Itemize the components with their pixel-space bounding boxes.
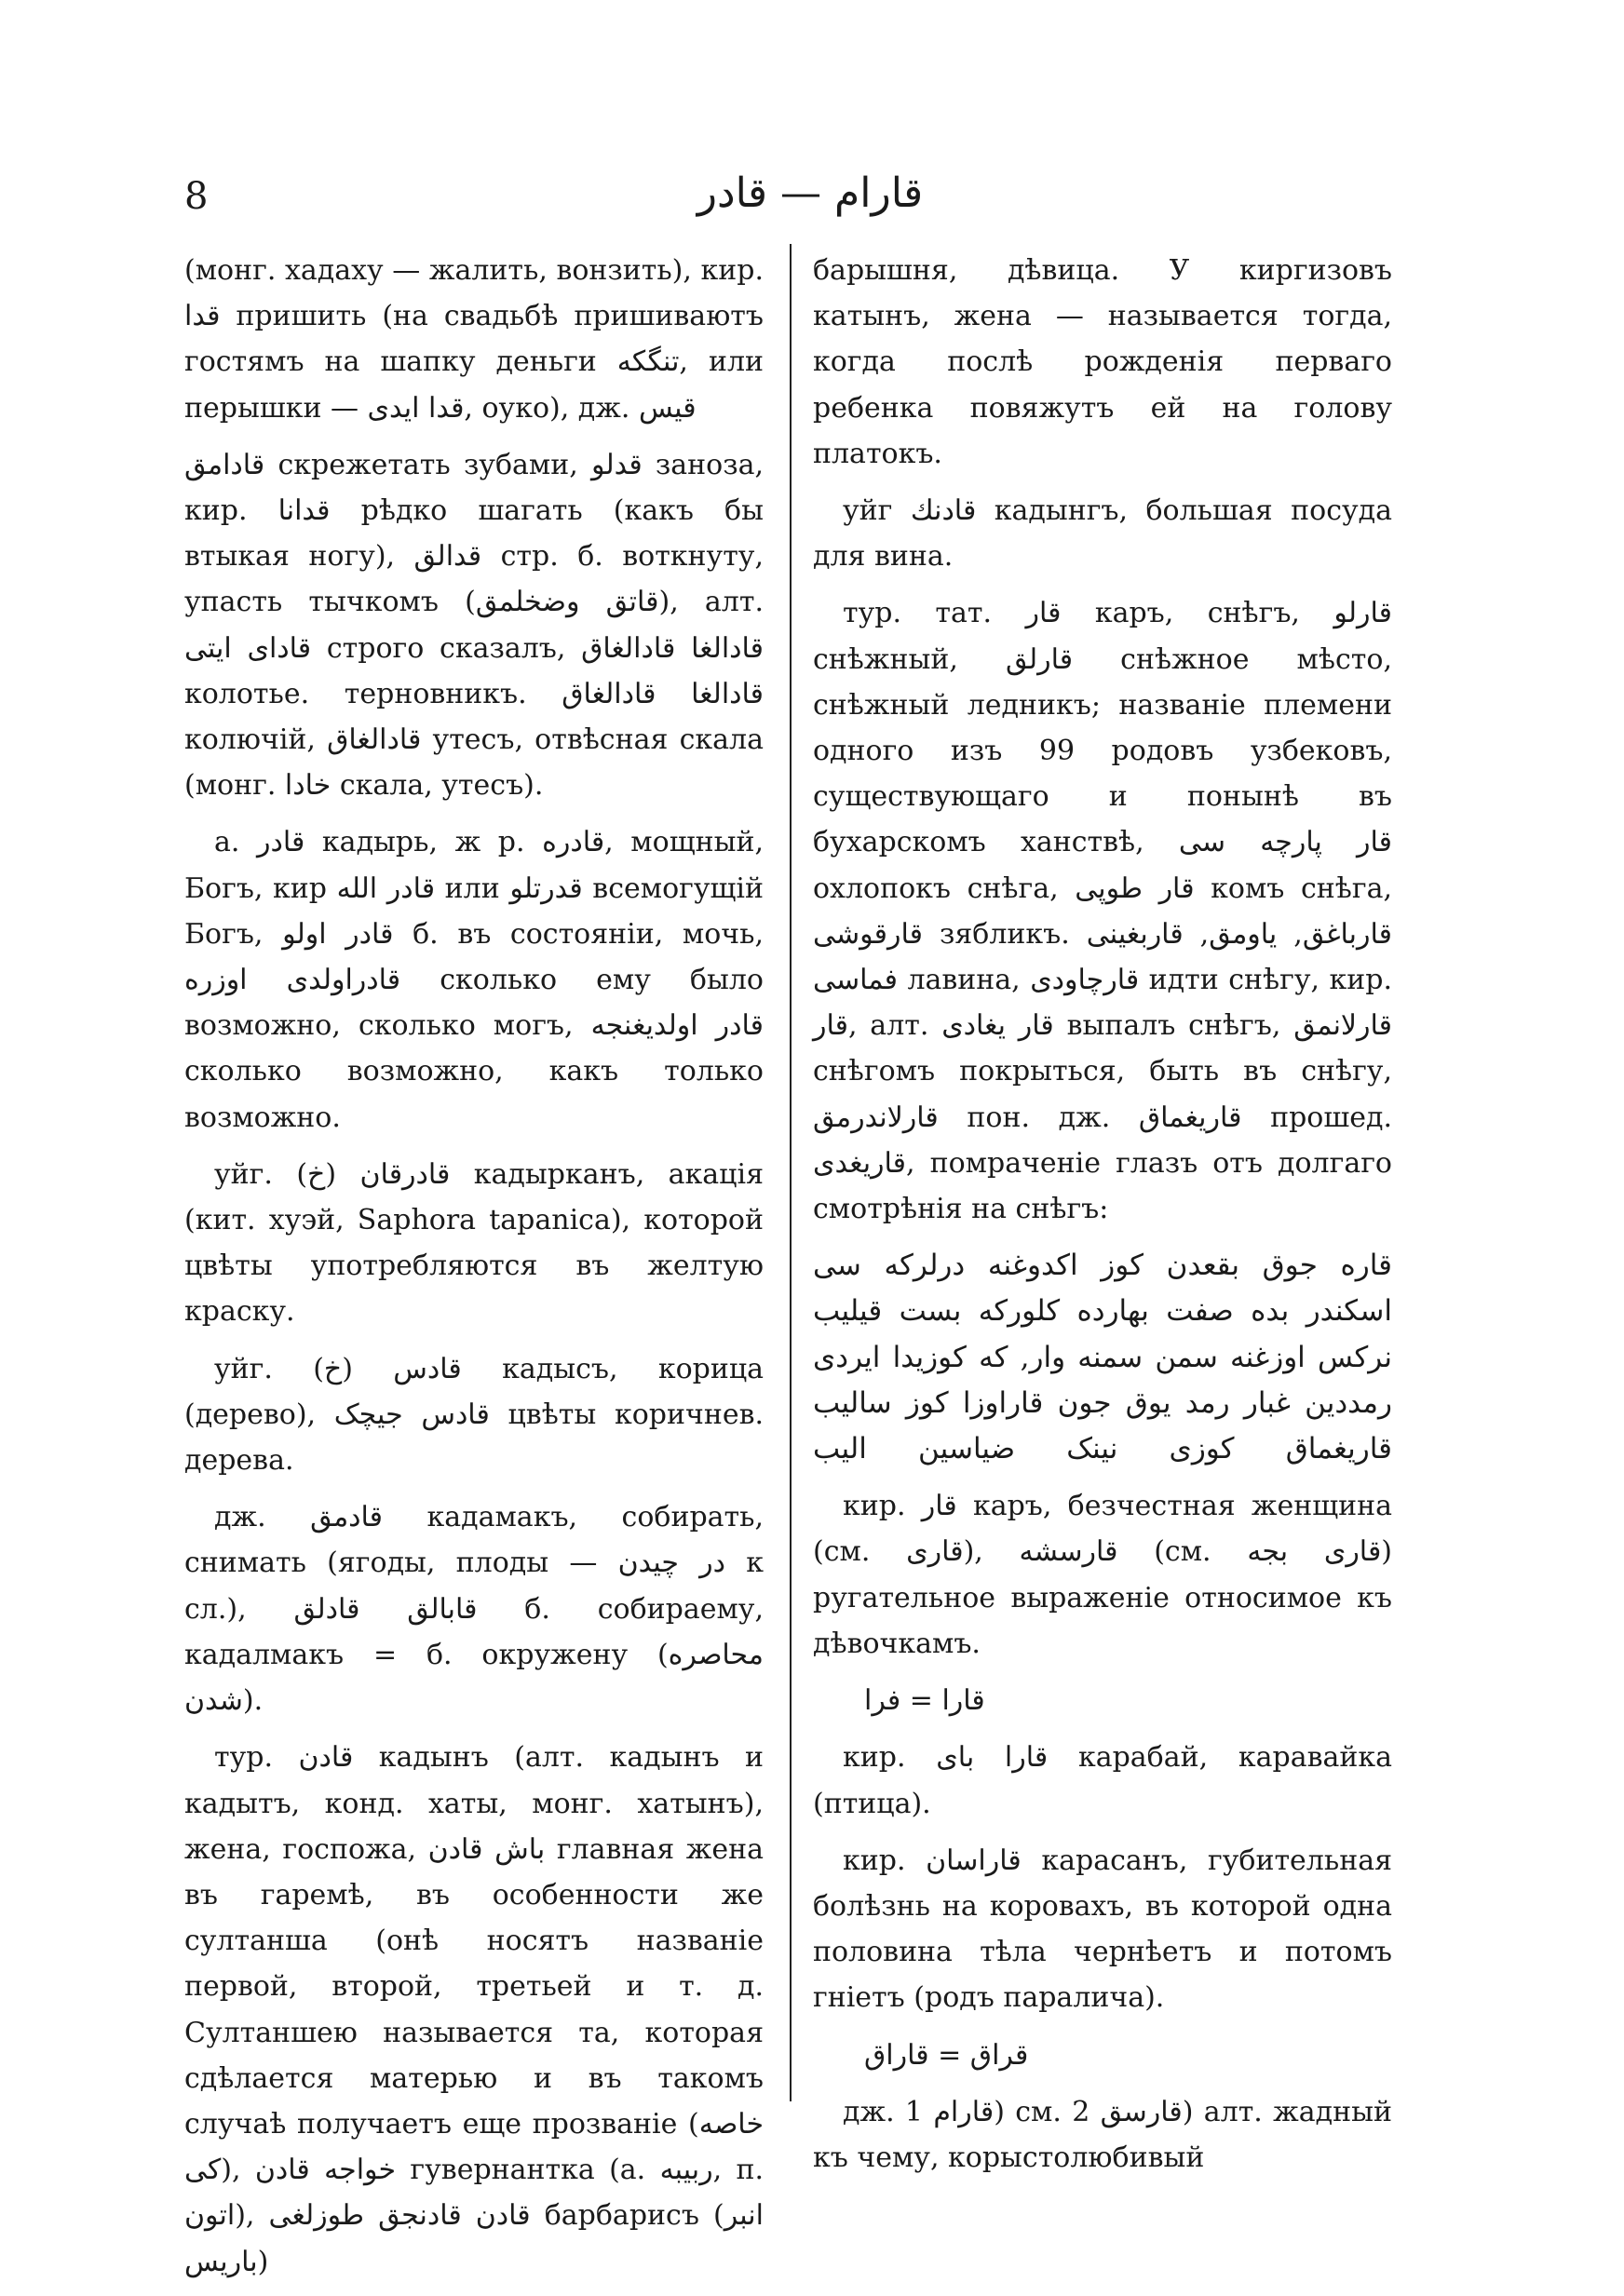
left-column [184,248,764,2296]
dictionary-entry: уйг قادنك кадынгъ, большая посуда для вина. [813,494,1393,574]
dictionary-entry: уйг. قادس (خ) кадысъ, корица (дерево), قادس جیچک цвѣты коричнев. дерева. [184,1352,765,1478]
dictionary-entry: уйг. قادرقان (خ) кадырканъ, акація (кит. хуэй, Saphora tapanica), которой цвѣты употребляются въ желтую краску. [184,1157,764,1329]
cross-reference: قراق = قاراق [864,2038,1029,2072]
dictionary-entry: قادامق скрежетать зубами, قدلو заноза, кир. قدانا рѣдко шагать (какъ бы втыкая ногу), قدالق стр. б. воткнуту, упасть тычкомъ (قاتق وضخلمق), алт. قادای ایتی строго сказалъ, قادالغا قادالغاق колотье. терновникъ. قادالغا قادالغاق колючій, قادالغاق утесъ, отвѣсная скала (монг. خادا скала, утесъ). [184,448,765,803]
dictionary-entry: (монг. хадаху — жалить, вонзить), кир. قدا пришить (на свадьбѣ пришиваютъ гостямъ на шапку деньги تنگکه, или перышки — قدا ایدی, оуко), дж. قیس [184,254,764,425]
dictionary-entry: дж. قارام 1) см. قارسق 2) алт. жадный къ чему, корыстолюбивый [813,2095,1392,2174]
dictionary-entry: кир. قار каръ, безчестная женщина (см. قاری), قارسشه (см. قاری بجه) ругательное выраженіе относимое къ дѣвочкамъ. [813,1490,1393,1660]
running-title: قارام — قادر [697,169,924,217]
dictionary-entry: барышня, дѣвица. У киргизовъ катынъ, жена — называется тогда, когда послѣ рожденія перваго ребенка повяжутъ ей на голову платокъ. [813,254,1392,470]
cross-reference: قارا = فرا [864,1684,985,1718]
right-column [813,248,1392,2192]
dictionary-entry: а. قادر кадырь, ж р. قادره, мощный, Богъ, кир قادر الله или قدرتلو всемогущій Богъ, قادر اولو б. въ состояніи, мочь, قادراولدی اوزره сколько ему было возможно, сколько могъ, قادر اولدیغنجه сколько возможно, какъ только возможно. [184,826,765,1134]
dictionary-entry: кир. قارا بای карабай, каравайка (птица). [813,1741,1392,1820]
poem-quotation: قاره جوق بقعدن کوز اکدوغنه درلرکه سی اسکندر بده صفت بهارده کلورکه بست قیلیب نرکس اوزغنه سمن سمنه وار, که کوزیدا ایردی رمددین غبار رمد یوق جون قاراوزا کوز سالیب قاریغماق کوزی نینک ضیاسین الیب [813,1249,1392,1466]
dictionary-entry: дж. قادمق кадамакъ, собирать, снимать (ягоды, плоды — در چیدن к сл.), قابالق قادلق б. собираему, кадалмакъ = б. окружену (محاصره شدن). [184,1501,764,1718]
dictionary-entry: тур. тат. قار каръ, снѣгъ, قارلو снѣжный, قارلق снѣжное мѣсто, снѣжный ледникъ; названіе племени одного изъ 99 родовъ узбековъ, существующаго и понынѣ въ бухарскомъ ханствѣ, قار پارچه سی охлопокъ снѣга, قار طوپی комъ снѣга, قارقوشی зябликъ. قارباغق, یاومق, قاربغینی فماسی лавина, قارچاودی идти снѣгу, кир. قار, алт. قار یغادی выпалъ снѣгъ, قارلانمق снѣгомъ покрыться, быть въ снѣгу, قارلاندرمق пон. дж. قاریغماق прошед. قاریغدی, помраченіе глазъ отъ долгаго смотрѣнія на снѣгъ: [813,597,1393,1226]
dictionary-entry: тур. قادن кадынъ (алт. кадынъ и кадытъ, конд. хаты, монг. хатынъ), жена, госпожа, باش قادن главная жена въ гаремѣ, въ особенности же султанша (онѣ носятъ названіе первой, второй, третьей и т. д. Султаншею называется та, которая сдѣлается матерью и въ такомъ случаѣ получаетъ еще прозваніе (خاصه کی), خواجه قادن гувернантка (а. ربیبه, п. اتون), قادن قادنجق طوزلغی барбарисъ (انبر باریس) [184,1741,764,2278]
column-divider [790,244,792,2101]
page-number: 8 [184,175,209,218]
dictionary-entry: кир. قاراسان карасанъ, губительная болѣзнь на коровахъ, въ которой одна половина тѣла чернѣетъ и потомъ гніетъ (родъ паралича). [813,1844,1393,2015]
